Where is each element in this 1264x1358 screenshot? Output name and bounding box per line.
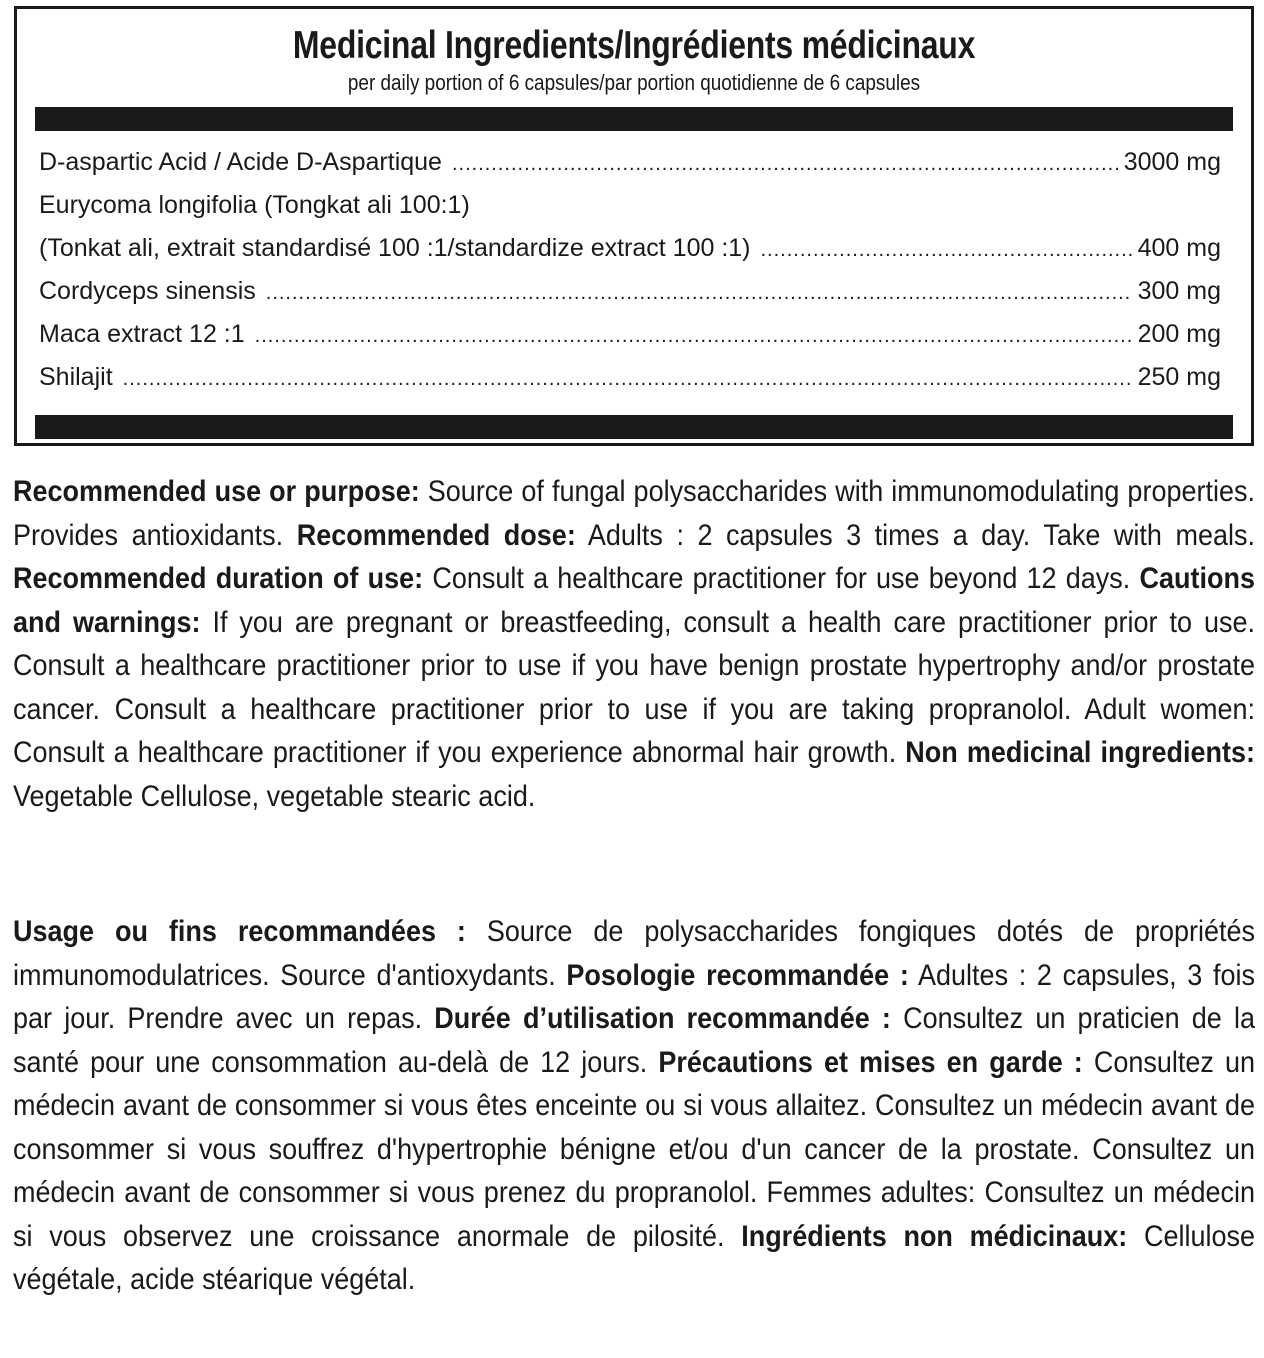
panel-subtitle: per daily portion of 6 capsules/par portion quotidienne de 6 capsules	[347, 70, 921, 95]
use-label: Recommended use or purpose:	[13, 475, 420, 508]
ingredient-amount: 3000 mg	[1123, 148, 1221, 176]
ingredient-name: Maca extract 12 :1	[39, 320, 245, 348]
panel-title: Medicinal Ingredients/Ingrédients médicinaux	[292, 24, 976, 67]
dot-leader	[452, 143, 1118, 186]
ingredient-amount: 200 mg	[1137, 320, 1221, 348]
bottom-divider-bar	[35, 415, 1233, 439]
ingredient-row	[39, 227, 1221, 270]
dose-label: Posologie recommandée :	[566, 958, 909, 992]
use-label: Usage ou fins recommandées :	[13, 915, 466, 948]
ingredient-row	[39, 313, 1221, 356]
dose-text: Adults : 2 capsules 3 times a day. Take with meals.	[575, 518, 1255, 552]
cautions-text: If you are pregnant or breastfeeding, consult a health care practitioner prior to use. Consult a healthcare practitioner prior to use if you have benign prostate hypertrophy and/or prostate cancer. Consult a healthcare practitioner prior to use if you are taking propranolol. Adult women: Consult a healthcare practitioner if you experience abnormal hair growth.	[13, 605, 1256, 769]
dose-text: Adultes : 2 capsules, 3 fois par jour. Prendre avec un repas.	[13, 958, 1256, 1035]
duration-text: Consult a healthcare practitioner for use beyond 12 days.	[423, 562, 1140, 595]
ingredient-row	[39, 184, 1221, 227]
ingredient-name: Cordyceps sinensis	[39, 277, 256, 305]
dose-label: Recommended dose:	[296, 518, 576, 552]
dot-leader	[761, 229, 1132, 272]
medicinal-ingredients-panel	[14, 6, 1254, 446]
cautions-text: Consultez un médecin avant de consommer si vous êtes enceinte ou si vous allaitez. Consultez un médecin avant de consommer si vous souffrez d'hypertrophie bénigne et/ou d'un cancer de la prostate. Consultez un médecin avant de consommer si vous prenez du propranolol. Femmes adultes: Consultez un médecin si vous observez une croissance anormale de pilosité.	[13, 1045, 1255, 1253]
ingredient-amount: 300 mg	[1137, 277, 1221, 305]
nonmed-text: Vegetable Cellulose, vegetable stearic acid.	[13, 779, 536, 813]
english-directions	[13, 470, 1255, 818]
use-text: Source of fungal polysaccharides with immunomodulating properties. Provides antioxidants.	[13, 475, 1255, 552]
top-divider-bar	[35, 107, 1233, 131]
nonmed-label: Non medicinal ingredients:	[905, 736, 1255, 769]
ingredient-amount: 400 mg	[1137, 234, 1221, 262]
cautions-label: Cautions and warnings:	[13, 562, 1255, 639]
dot-leader	[123, 358, 1132, 401]
ingredient-name: D-aspartic Acid / Acide D-Aspartique	[39, 148, 442, 176]
duration-label: Recommended duration of use:	[13, 562, 424, 595]
dot-leader	[255, 315, 1132, 358]
ingredient-row	[39, 141, 1221, 184]
nonmed-text: Cellulose végétale, acide stéarique végétal.	[13, 1219, 1256, 1296]
dot-leader	[266, 272, 1132, 315]
ingredient-name: Shilajit	[39, 363, 113, 391]
ingredient-list	[39, 141, 1221, 399]
ingredient-row	[39, 356, 1221, 399]
nonmed-label: Ingrédients non médicinaux:	[741, 1219, 1128, 1253]
use-text: Source de polysaccharides fongiques dotés de propriétés immunomodulatrices. Source d'antioxydants.	[13, 915, 1256, 992]
cautions-label: Précautions et mises en garde :	[658, 1045, 1083, 1079]
duration-label: Durée d’utilisation recommandée :	[434, 1002, 891, 1035]
ingredient-name: Eurycoma longifolia (Tongkat ali 100:1)	[39, 191, 470, 219]
ingredient-name: (Tonkat ali, extrait standardisé 100 :1/standardize extract 100 :1)	[39, 234, 751, 262]
ingredient-row	[39, 270, 1221, 313]
ingredient-amount: 250 mg	[1137, 363, 1221, 391]
duration-text: Consultez un praticien de la santé pour une consommation au-delà de 12 jours.	[13, 1002, 1256, 1079]
french-directions	[13, 910, 1255, 1302]
